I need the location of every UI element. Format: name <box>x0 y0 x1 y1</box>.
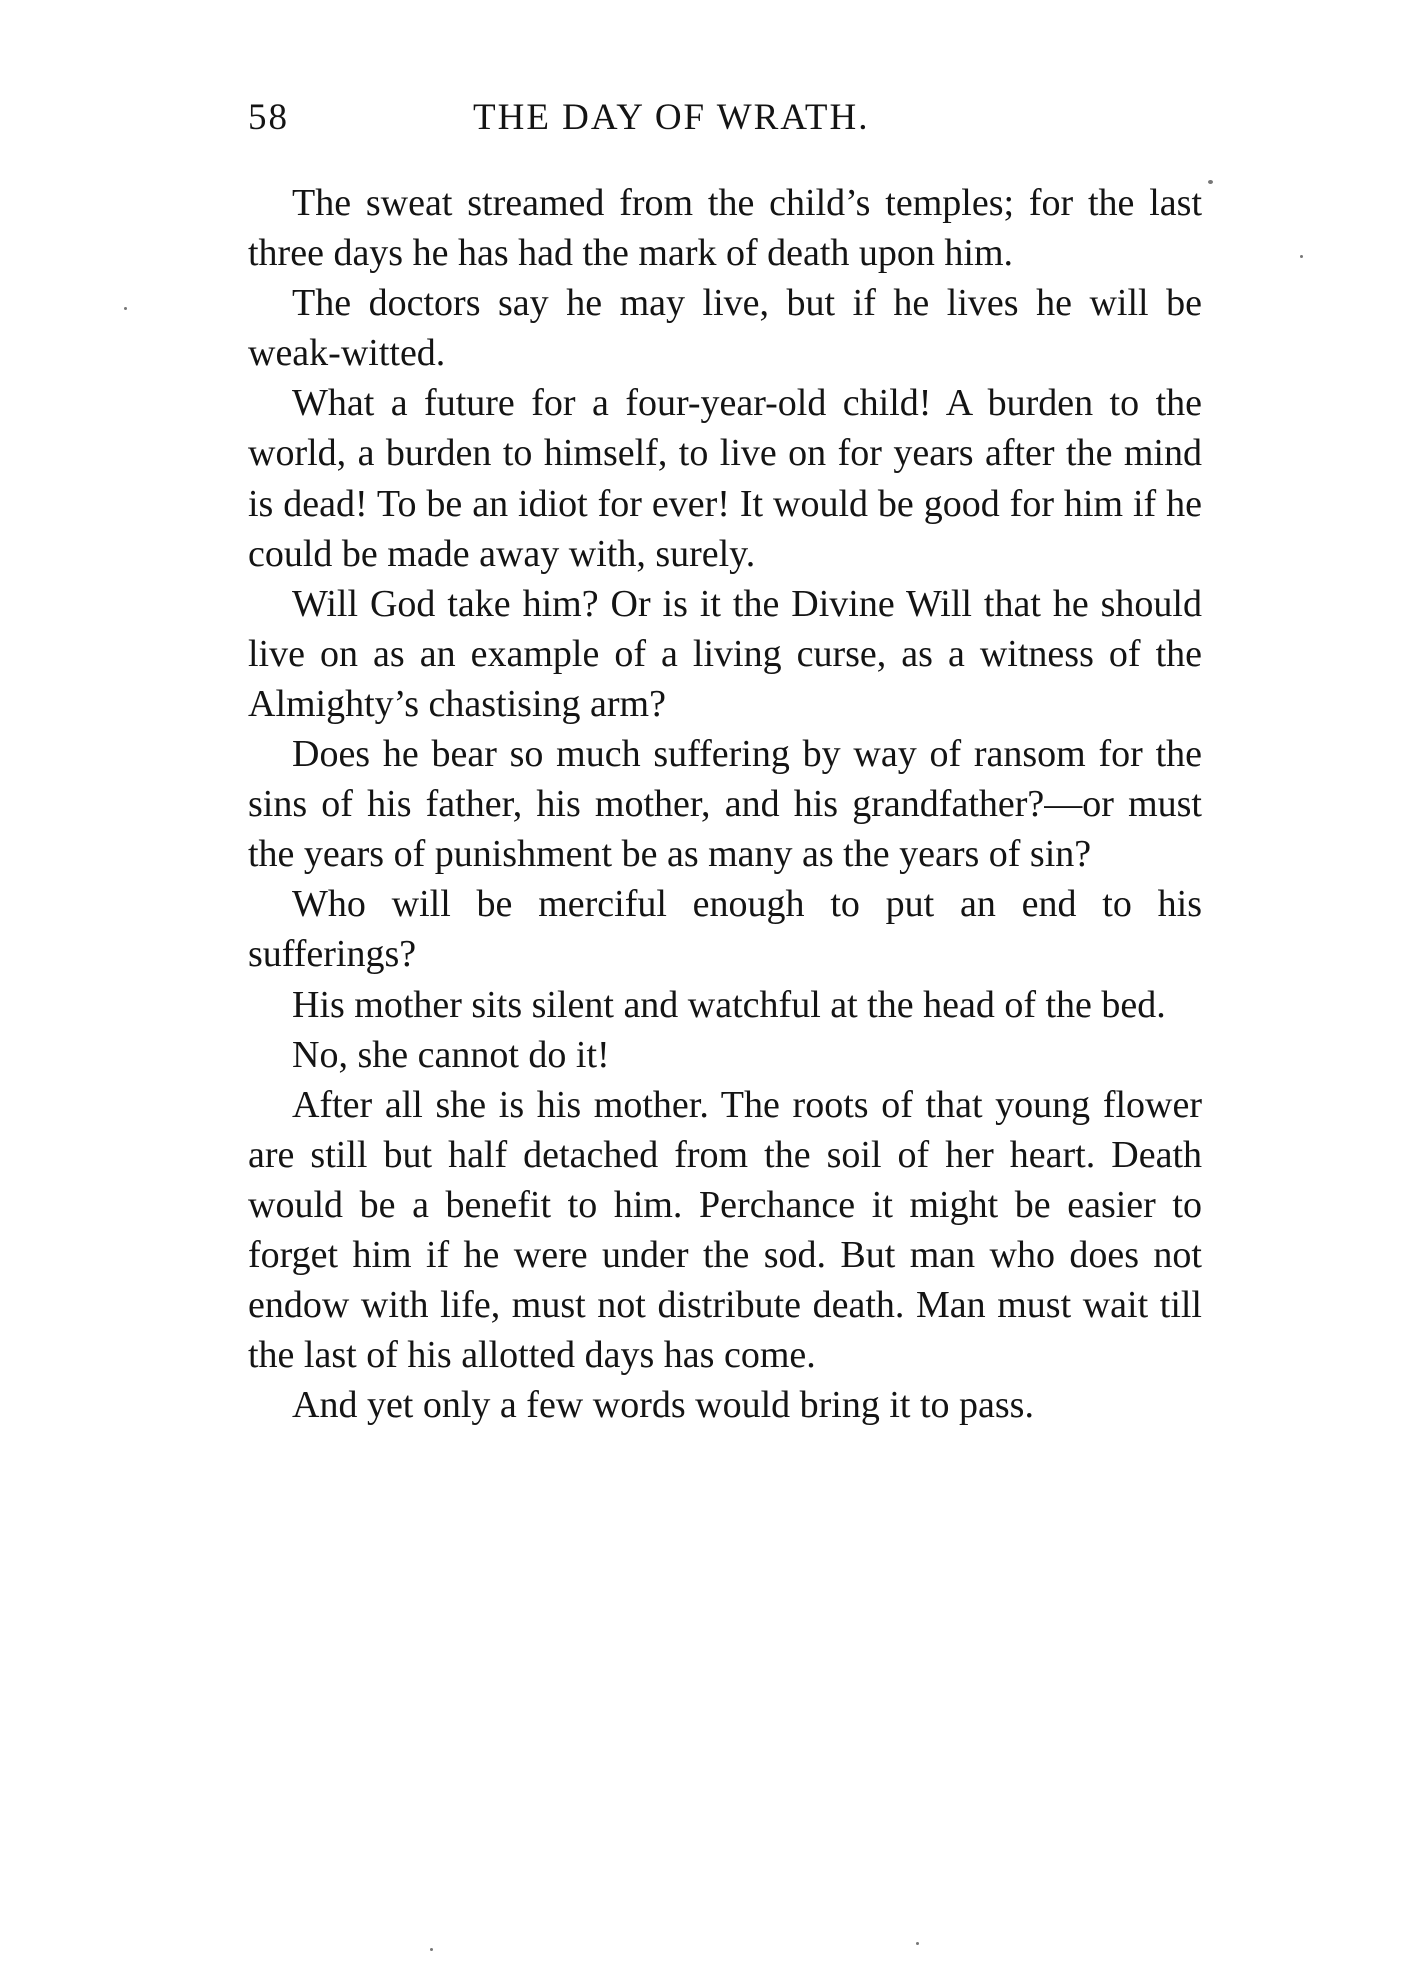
scan-speck <box>1300 255 1303 258</box>
scan-speck <box>916 1942 919 1945</box>
paragraph: And yet only a few words would bring it to pass. <box>292 1384 1034 1427</box>
scan-speck <box>124 307 127 310</box>
paragraph: Will God take him? Or is it the Divine Will that he should live on as an example of a living curse, as a witness of the Almighty’s chastising arm? <box>248 582 1202 725</box>
body-text <box>248 178 1202 1430</box>
paragraph: The doctors say he may live, but if he lives he will be weak-witted. <box>248 282 1202 375</box>
scan-speck <box>430 1948 433 1951</box>
paragraph: No, she cannot do it! <box>292 1033 610 1076</box>
scan-speck <box>1208 180 1213 184</box>
page-header <box>248 96 1202 148</box>
paragraph: What a future for a four-year-old child! A burden to the world, a burden to himself, to live on for years after the mind is dead! To be an idiot for ever! It would be good for him if he could be made away with, surely. <box>248 382 1202 575</box>
running-title: THE DAY OF WRATH. <box>473 97 870 138</box>
paragraph: His mother sits silent and watchful at the head of the bed. <box>292 983 1166 1026</box>
paragraph: Does he bear so much suffering by way of ransom for the sins of his father, his mother, and his grandfather?—or must the years of punishment be as many as the years of sin? <box>248 733 1202 876</box>
paragraph: The sweat streamed from the child’s temples; for the last three days he has had the mark of death upon him. <box>248 182 1202 275</box>
page-number: 58 <box>248 97 289 138</box>
paragraph: Who will be merciful enough to put an end to his sufferings? <box>248 883 1202 976</box>
paragraph: After all she is his mother. The roots of that young flower are still but half detached from the soil of her heart. Death would be a benefit to him. Perchance it might be easier to forget him if he were under the sod. But man who does not endow with life, must not distribute death. Man must wait till the last of his allotted days has come. <box>248 1083 1202 1377</box>
